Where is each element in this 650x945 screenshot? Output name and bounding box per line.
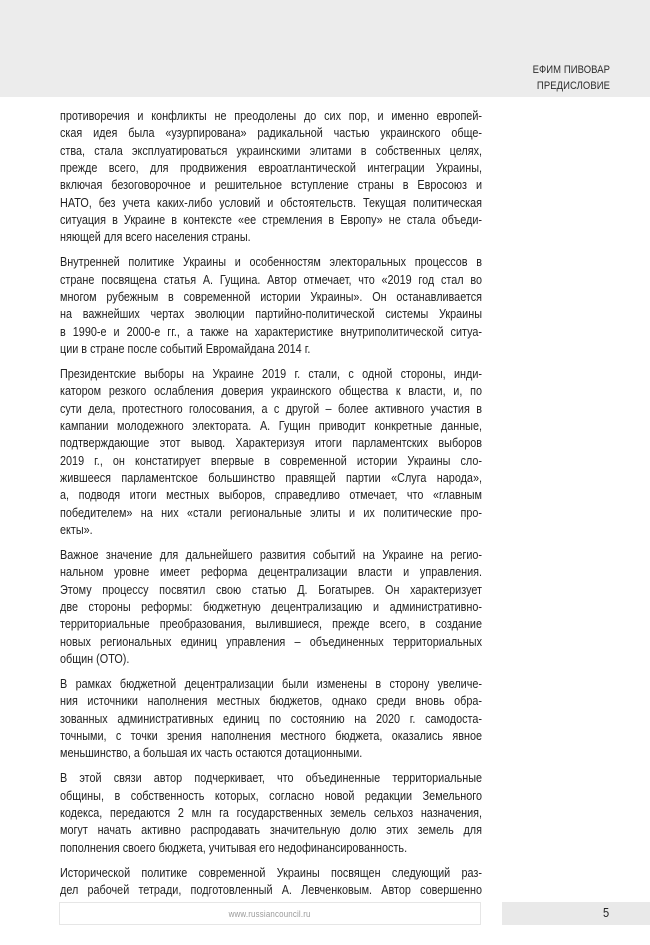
text-line: 2019 г., он констатирует впервые в современной истории Украины сло- (60, 452, 482, 468)
text-line: две стороны реформы: бюджетную децентрализацию и административно- (60, 599, 482, 615)
paragraph (60, 769, 482, 856)
page-header (0, 0, 650, 97)
footer-url-link[interactable]: www.russiancouncil.ru (228, 908, 312, 919)
text-line: новых региональных единиц управления – объединенных территориальных (60, 633, 482, 649)
text-line: Президентские выборы на Украине 2019 г. стали, с одной стороны, инди- (60, 366, 482, 381)
text-line: Исторической политике современной Украины посвящен следующий раз- (60, 864, 482, 880)
text-line: включая безоговорочное и решительное вступление страны в Евросоюз и (60, 177, 482, 193)
text-line: НАТО, без учета каких-либо условий и обстоятельств. Текущая политическая (60, 194, 482, 210)
paragraph (60, 546, 482, 667)
text-line: противоречия и конфликты не преодолены до сих пор, и именно европей- (60, 108, 482, 123)
paragraph (60, 253, 482, 357)
text-line: меньшинство, а большая их часть остаются дотационными. (60, 745, 363, 761)
page-number-box (502, 902, 650, 925)
text-line: победителем» на них «стали региональные элиты и их политические про- (60, 504, 482, 520)
text-line: территориальные преобразования, вылившиеся, прежде всего, в создание (60, 616, 482, 632)
text-line: на важнейших чертах эволюции партийно-политической системы Украины (60, 306, 482, 322)
text-line: В этой связи автор подчеркивает, что объединенные территориальные (60, 770, 482, 786)
text-line: общины, в собственность которых, согласно новой редакции Земельного (60, 787, 482, 803)
running-head-author: ЕФИМ ПИВОВАР (532, 64, 610, 76)
body-text (60, 107, 482, 906)
running-head (533, 62, 610, 94)
text-line: многом рубежным в современной истории Украины». Он останавливается (60, 289, 482, 305)
text-line: в 1990-е и 2000-е гг., а также на характеристике внутриполитической ситуа- (60, 323, 482, 339)
text-line: подтверждающие этот вывод. Характеризуя итоги парламентских выборов (60, 435, 482, 451)
text-line: общин (ОТО). (60, 651, 130, 667)
text-line: Этому процессу посвятил свою статью Д. Богатырев. Он характеризует (60, 581, 482, 597)
text-line: катором резкого ослабления доверия украинского общества к власти, и, по (60, 383, 482, 399)
text-line: прежде всего, для продвижения евроатлантической интеграции Украины, (60, 160, 482, 176)
text-line: екты». (60, 522, 93, 538)
page-number: 5 (603, 905, 610, 920)
text-line: нальном уровне имеет реформа децентрализации власти и управления. (60, 564, 482, 580)
text-line: ская идея была «узурпирована» радикальной частью украинского обще- (60, 125, 482, 141)
text-line: дел рабочей тетради, подготовленный А. Левченковым. Автор совершенно (60, 882, 482, 897)
text-line: ции в стране после событий Евромайдана 2014 г. (60, 341, 311, 357)
paragraph (60, 365, 482, 538)
text-line: сути дела, протестного голосования, а с другой – более активного участия в (60, 400, 482, 416)
text-line: Важное значение для дальнейшего развития событий на Украине на регио- (60, 547, 482, 563)
running-head-section: ПРЕДИСЛОВИЕ (536, 80, 610, 92)
text-line: а, подводя итоги местных выборов, справедливо отмечает, что «главным (60, 487, 482, 503)
text-line: кодекса, передаются 2 млн га государственных земель сельхоз назначения, (60, 805, 482, 821)
text-line: Внутренней политике Украины и особенностям электоральных процессов в (60, 254, 482, 270)
text-line: ния источники наполнения местных бюджетов, однако среди вновь обра- (60, 693, 482, 709)
text-line: ства, стала эксплуатироваться украинскими элитами в собственных целях, (60, 142, 482, 158)
paragraph (60, 675, 482, 762)
text-line: жившееся парламентское большинство правящей партии «Слуга народа», (60, 470, 482, 486)
text-line: В рамках бюджетной децентрализации были изменены в сторону увеличе- (60, 676, 482, 692)
text-line: кампании молодежного электората. А. Гущин приводит конкретные данные, (60, 418, 482, 434)
text-line: могут начать активно распродавать значительную долю этих земель для (60, 822, 482, 838)
paragraph (60, 864, 482, 899)
text-line: няющей для всего населения страны. (60, 229, 251, 245)
footer-url-box (59, 902, 481, 925)
text-line: стране посвящена статья А. Гущина. Автор отмечает, что «2019 год стал во (60, 271, 482, 287)
text-line: зованных административных единиц по состоянию на 2020 г. самодоста- (60, 710, 482, 726)
text-line: точными, с точки зрения наполнения местного бюджета, оказались явное (60, 728, 482, 744)
body-text-column (60, 107, 482, 898)
text-line: ситуация в Украине в контексте «ее стремления в Европу» не стала объеди- (60, 212, 482, 228)
text-line: пополнения своего бюджета, учитывая его недофинансированность. (60, 839, 408, 855)
paragraph (60, 107, 482, 246)
